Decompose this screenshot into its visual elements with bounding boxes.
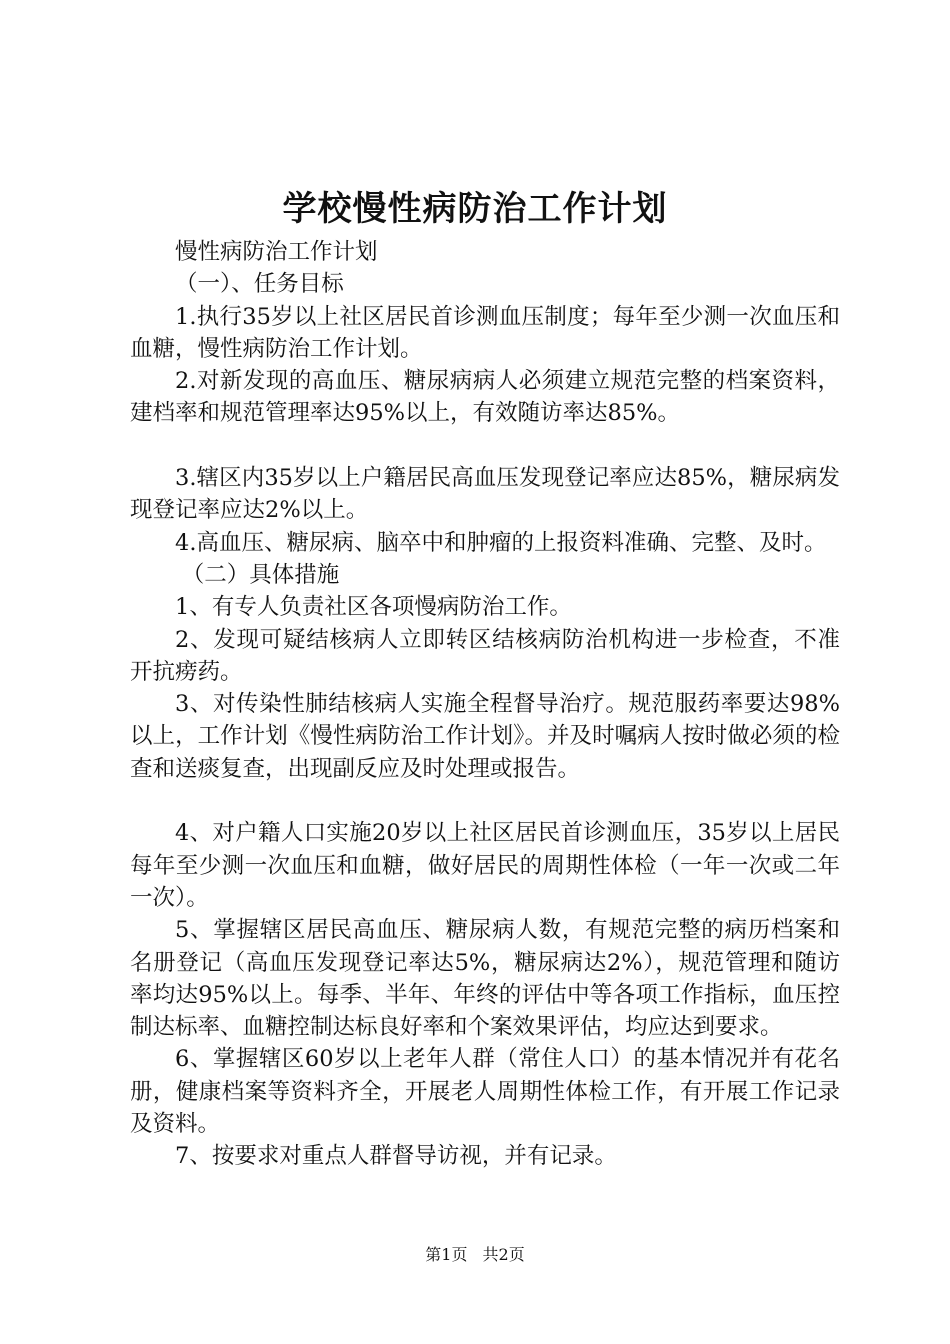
measure-item-5: 5、掌握辖区居民高血压、糖尿病人数，有规范完整的病历档案和名册登记（高血压发现登记率达5%，糖尿病达2%），规范管理和随访率均达95%以上。每季、半年、年终的评估中等各项工作指标，血压控制达标率、血糖控制达标良好率和个案效果评估，均应达到要求。 xyxy=(130,917,840,1041)
goal-item-3: 3.辖区内35岁以上户籍居民高血压发现登记率应达85%，糖尿病发现登记率应达2%以上。 xyxy=(130,465,840,524)
subtitle-paragraph: 慢性病防治工作计划 xyxy=(175,239,378,265)
document-body xyxy=(130,236,840,1173)
measure-item-1: 1、有专人负责社区各项慢病防治工作。 xyxy=(175,594,572,621)
paragraph-spacer xyxy=(130,430,840,462)
page-total: 共2页 xyxy=(482,1245,525,1264)
page-footer xyxy=(0,1244,950,1266)
measure-item-3: 3、对传染性肺结核病人实施全程督导治疗。规范服药率要达98%以上，工作计划《慢性病防治工作计划》。并及时嘱病人按时做必须的检查和送痰复查，出现副反应及时处理或报告。 xyxy=(130,691,840,782)
document-title: 学校慢性病防治工作计划 xyxy=(282,189,668,229)
measure-item-7: 7、按要求对重点人群督导访视，并有记录。 xyxy=(175,1143,617,1170)
measure-item-6: 6、掌握辖区60岁以上老年人群（常住人口）的基本情况并有花名册，健康档案等资料齐全，开展老人周期性体检工作，有开展工作记录及资料。 xyxy=(130,1046,840,1138)
section-heading-measures: （二）具体措施 xyxy=(181,561,340,588)
paragraph-spacer xyxy=(130,785,840,817)
page-number: 第1页 xyxy=(425,1245,468,1264)
measure-item-2: 2、发现可疑结核病人立即转区结核病防治机构进一步检查，不准开抗痨药。 xyxy=(130,626,840,685)
goal-item-1: 1.执行35岁以上社区居民首诊测血压制度；每年至少测一次血压和血糖，慢性病防治工作计划。 xyxy=(130,303,840,362)
measure-item-4: 4、对户籍人口实施20岁以上社区居民首诊测血压，35岁以上居民每年至少测一次血压和血糖，做好居民的周期性体检（一年一次或二年一次）。 xyxy=(130,820,840,911)
section-heading-goals: （一）、任务目标 xyxy=(175,271,344,298)
goal-item-2: 2.对新发现的高血压、糖尿病病人必须建立规范完整的档案资料，建档率和规范管理率达95%以上，有效随访率达85%。 xyxy=(130,368,840,427)
goal-item-4: 4.高血压、糖尿病、脑卒中和肿瘤的上报资料准确、完整、及时。 xyxy=(175,529,827,556)
